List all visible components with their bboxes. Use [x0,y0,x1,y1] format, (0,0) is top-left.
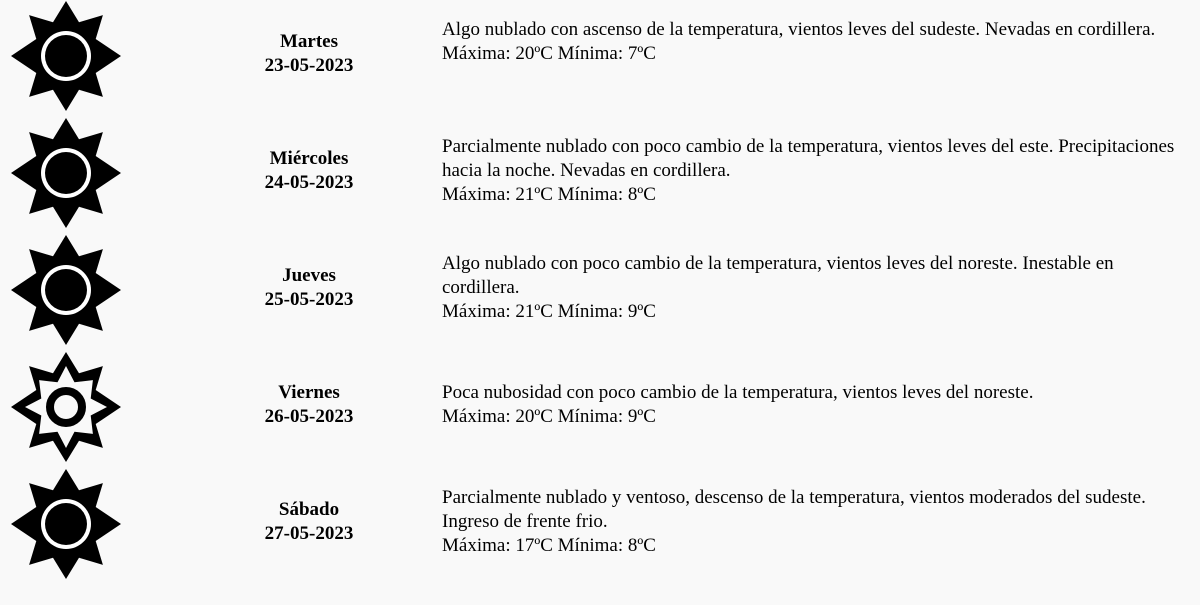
day-weekday: Viernes [278,382,340,403]
sun-outline-icon [10,351,122,463]
day-date [232,147,386,195]
sun-solid-icon [10,117,122,229]
day-description-text: Parcialmente nublado y ventoso, descenso de la temperatura, vientos moderados del sudeste. Ingreso de frente frio. [442,487,1146,532]
day-date-value: 26-05-2023 [264,406,354,427]
day-description-text: Algo nublado con poco cambio de la temperatura, vientos leves del noreste. Inestable en cordillera. [442,253,1114,298]
day-weekday: Jueves [282,265,336,286]
day-description-text: Parcialmente nublado con poco cambio de la temperatura, vientos leves del este. Precipitaciones hacia la noche. Nevadas en cordillera. [442,136,1175,181]
sun-solid-icon [10,234,122,346]
sun-solid-icon [10,0,122,112]
forecast-row [0,351,1200,468]
day-date-value: 23-05-2023 [264,55,354,76]
day-temperatures: Máxima: 17ºC Mínima: 8ºC [442,535,656,556]
day-description-text: Poca nubosidad con poco cambio de la temperatura, vientos leves del noreste. [442,382,1034,403]
day-temperatures: Máxima: 21ºC Mínima: 9ºC [442,301,656,322]
day-weekday: Martes [279,31,339,52]
day-temperatures: Máxima: 20ºC Mínima: 7ºC [442,43,656,64]
day-description [442,381,1194,429]
day-description [442,135,1194,207]
day-date-value: 25-05-2023 [264,289,354,310]
day-date-value: 27-05-2023 [264,523,354,544]
day-weekday: Sábado [278,499,340,520]
day-date [232,381,386,429]
day-temperatures: Máxima: 20ºC Mínima: 9ºC [442,406,656,427]
sun-solid-icon [10,468,122,580]
day-temperatures: Máxima: 21ºC Mínima: 8ºC [442,184,656,205]
day-description-text: Algo nublado con ascenso de la temperatura, vientos leves del sudeste. Nevadas en cordillera. [442,19,1156,40]
day-weekday: Miércoles [269,148,349,169]
day-description [442,252,1194,324]
forecast-row [0,0,1200,117]
day-date-value: 24-05-2023 [264,172,354,193]
day-date [232,264,386,312]
day-date [232,498,386,546]
day-description [442,486,1194,558]
day-date [232,30,386,78]
forecast-row [0,117,1200,234]
forecast-row [0,234,1200,351]
day-description [442,18,1194,66]
forecast-row [0,468,1200,585]
